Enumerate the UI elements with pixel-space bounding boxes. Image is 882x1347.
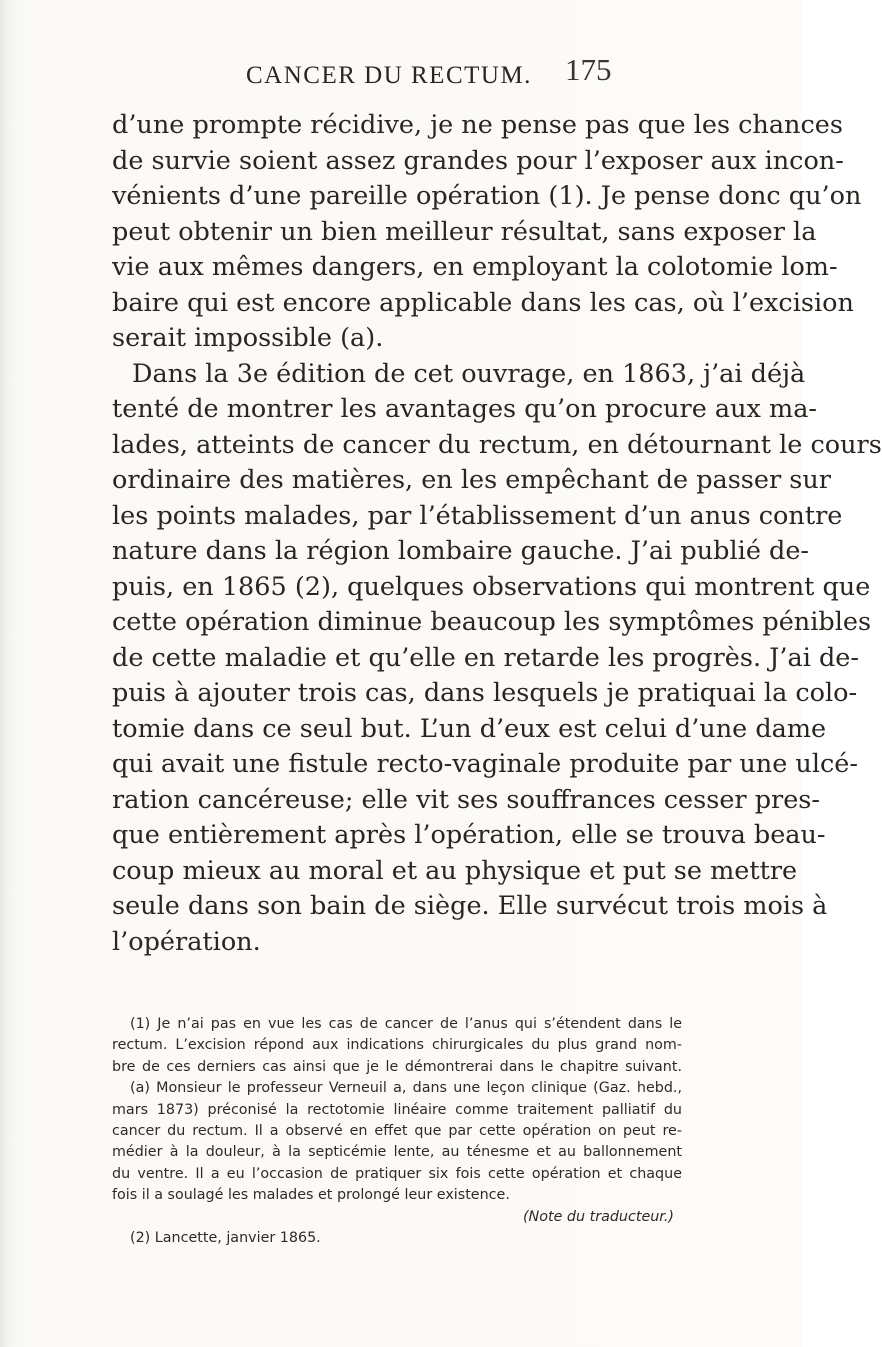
text-line: tomie dans ce seul but. L’un d’eux est celui d’une dame xyxy=(112,713,827,744)
text-line: peut obtenir un bien meilleur résultat, sans exposer la xyxy=(112,216,817,247)
text-line: les points malades, par l’établissement d’un anus contre xyxy=(112,500,843,531)
text-line: baire qui est encore applicable dans les cas, où l’excision xyxy=(112,287,854,318)
text-line: tenté de montrer les avantages qu’on procure aux ma- xyxy=(112,394,818,424)
footnote-line: mars 1873) préconisé la rectotomie linéaire comme traitement palliatif du xyxy=(112,1101,682,1118)
footnote-line: (1) Je n’ai pas en vue les cas de cancer de l’anus qui s’étendent dans le xyxy=(130,1016,682,1032)
page-number: 175 xyxy=(565,52,612,87)
text-line: serait impossible (a). xyxy=(112,323,384,353)
footnotes xyxy=(112,1014,682,1249)
text-line: nature dans la région lombaire gauche. J’ai publié de- xyxy=(112,536,810,566)
footnote-line: médier à la douleur, à la septicémie lente, au ténesme et au ballonnement xyxy=(112,1144,682,1161)
main-text xyxy=(112,108,882,960)
footnote-line: rectum. L’excision répond aux indications chirurgicales du plus grand nom- xyxy=(112,1037,682,1054)
footnote-line: du ventre. Il a eu l’occasion de pratiquer six fois cette opération et chaque xyxy=(112,1165,682,1182)
text-line: puis à ajouter trois cas, dans lesquels je pratiquai la colo- xyxy=(112,678,858,708)
text-line: seule dans son bain de siège. Elle survécut trois mois à xyxy=(112,891,828,921)
text-line: ordinaire des matières, en les empêchant de passer sur xyxy=(112,465,831,495)
text-line: coup mieux au moral et au physique et put se mettre xyxy=(112,855,798,886)
text-line: vie aux mêmes dangers, en employant la colotomie lom- xyxy=(112,252,838,282)
text-line: de cette maladie et qu’elle en retarde les progrès. J’ai de- xyxy=(112,642,859,673)
text-line: d’une prompte récidive, je ne pense pas que les chances xyxy=(112,110,843,140)
text-line: Dans la 3e édition de cet ouvrage, en 1863, j’ai déjà xyxy=(132,358,806,389)
page-header xyxy=(0,52,801,98)
text-line: lades, atteints de cancer du rectum, en détournant le cours xyxy=(112,429,882,460)
text-line: vénients d’une pareille opération (1). Je pense donc qu’on xyxy=(112,181,862,211)
text-line: de survie soient assez grandes pour l’exposer aux incon- xyxy=(112,145,844,176)
footnote-line: fois il a soulagé les malades et prolongé leur existence. xyxy=(112,1187,510,1204)
translator-note: (Note du traducteur.) xyxy=(522,1208,674,1225)
footnote-line: bre de ces derniers cas ainsi que je le démontrerai dans le chapitre suivant. xyxy=(112,1058,682,1075)
text-line: l’opération. xyxy=(112,926,261,957)
footnote-line: (a) Monsieur le professeur Verneuil a, dans une leçon clinique (Gaz. hebd., xyxy=(130,1080,682,1097)
text-line: cette opération diminue beaucoup les symptômes pénibles xyxy=(112,607,872,637)
running-head: CANCER DU RECTUM. xyxy=(246,62,532,89)
text-line: puis, en 1865 (2), quelques observations qui montrent que xyxy=(112,571,871,602)
footnote-line: cancer du rectum. Il a observé en effet que par cette opération on peut re- xyxy=(112,1122,682,1139)
text-line: qui avait une fistule recto-vaginale produite par une ulcé- xyxy=(112,749,858,779)
text-line: que entièrement après l’opération, elle se trouva beau- xyxy=(112,820,826,850)
footnote-line: (2) Lancette, janvier 1865. xyxy=(130,1229,321,1246)
text-line: ration cancéreuse; elle vit ses souffrances cesser pres- xyxy=(112,784,821,815)
